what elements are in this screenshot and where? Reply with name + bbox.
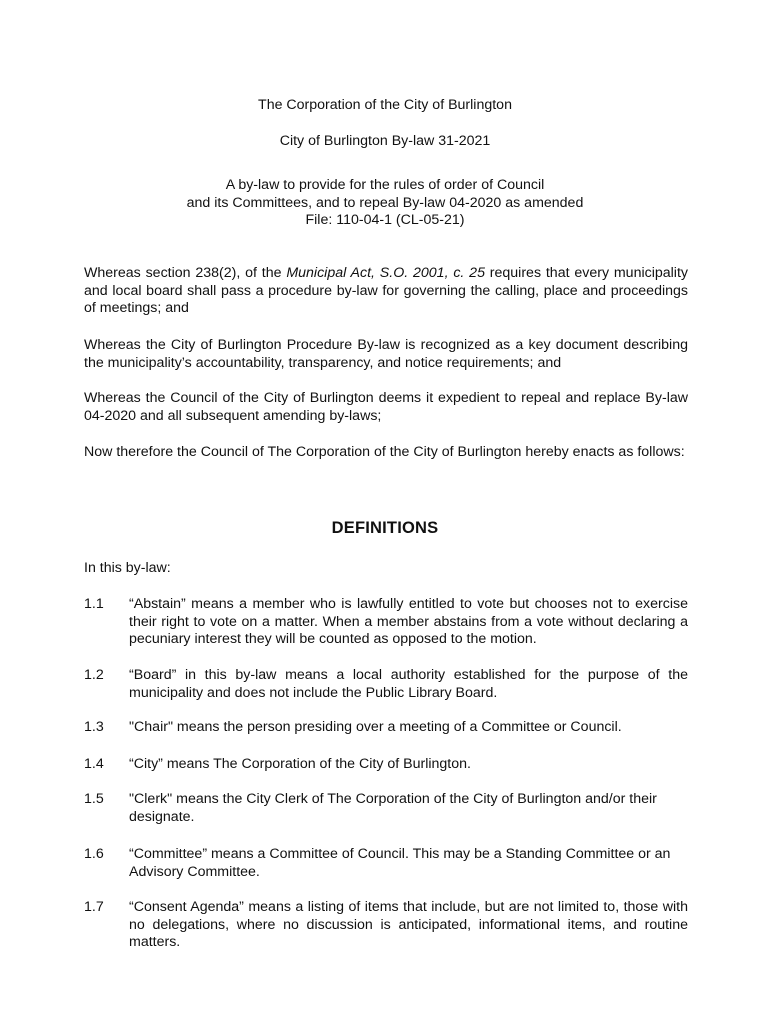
definition-text: “Board” in this by-law means a local authority established for the purpose of the municipality and does not include the Public Library Board. — [129, 667, 688, 701]
recital-1-lead: Whereas section 238(2), of the — [84, 265, 287, 281]
definition-number: 1.4 — [84, 756, 104, 772]
definition-number: 1.5 — [84, 791, 104, 807]
definitions-intro: In this by-law: — [84, 560, 171, 576]
corporation-heading: The Corporation of the City of Burlington — [258, 97, 512, 113]
purpose-line-1: A by-law to provide for the rules of order of Council — [225, 177, 545, 193]
definitions-heading: DEFINITIONS — [331, 519, 439, 537]
recital-1-tail: requires that every municipality and local board shall pass a procedure by-law for governing the calling, place and proceedings of meetings; and — [84, 265, 688, 316]
definition-number: 1.3 — [84, 719, 104, 735]
definition-text: "Chair" means the person presiding over a meeting of a Committee or Council. — [129, 719, 622, 735]
purpose-line-2: and its Committees, and to repeal By-law 04-2020 as amended — [186, 195, 584, 211]
definition-number: 1.1 — [84, 596, 104, 612]
municipal-act-citation: Municipal Act, S.O. 2001, c. 25 — [286, 265, 485, 281]
definition-number: 1.6 — [84, 846, 104, 862]
definition-text: “Committee” means a Committee of Council. This may be a Standing Committee or an Advisory Committee. — [129, 846, 671, 880]
recital-procedure-bylaw: Whereas the City of Burlington Procedure By-law is recognized as a key document describing the municipality’s accountability, transparency, and notice requirements; and — [84, 337, 688, 371]
enacting-clause: Now therefore the Council of The Corporation of the City of Burlington hereby enacts as follows: — [84, 444, 685, 460]
definition-text: “Consent Agenda” means a listing of items that include, but are not limited to, those with no delegations, where no discussion is anticipated, informational items, and routine matters. — [129, 899, 688, 950]
definition-text: “Abstain” means a member who is lawfully entitled to vote but chooses not to exercise their right to vote on a matter. When a member abstains from a vote without declaring a pecuniary interest they will be counted as opposed to the motion. — [129, 596, 688, 647]
recital-repeal: Whereas the Council of the City of Burlington deems it expedient to repeal and replace By-law 04-2020 and all subsequent amending by-laws; — [84, 390, 688, 424]
definition-number: 1.2 — [84, 667, 104, 683]
definition-text: “City” means The Corporation of the City of Burlington. — [129, 756, 471, 772]
definition-text: "Clerk" means the City Clerk of The Corporation of the City of Burlington and/or their designate. — [129, 791, 657, 825]
recital-municipal-act — [84, 265, 688, 318]
definition-number: 1.7 — [84, 899, 104, 915]
file-reference: File: 110-04-1 (CL-05-21) — [305, 212, 465, 228]
bylaw-title: City of Burlington By-law 31-2021 — [279, 133, 491, 149]
